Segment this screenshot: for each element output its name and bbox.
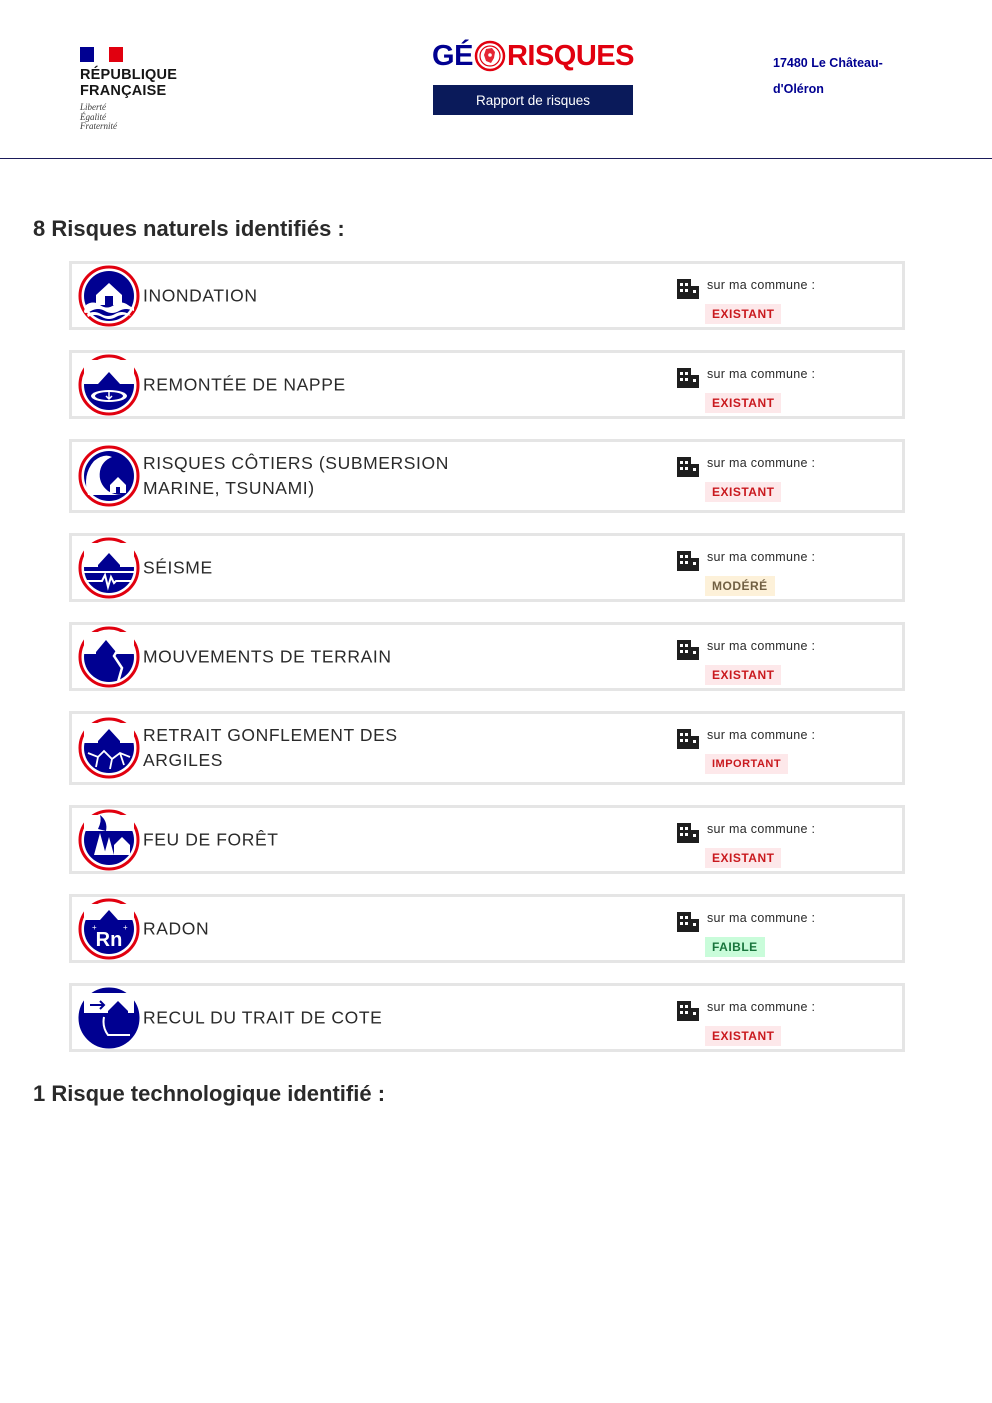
rf-name-line1: RÉPUBLIQUE xyxy=(80,67,178,83)
address-line2: d'Oléron xyxy=(773,82,824,96)
risk-name: INONDATION xyxy=(143,285,258,305)
forest-fire-icon xyxy=(78,809,140,871)
rf-motto xyxy=(80,103,200,132)
building-icon xyxy=(676,638,700,660)
level-badge: EXISTANT xyxy=(705,482,781,502)
rf-name-line2: FRANÇAISE xyxy=(80,83,167,99)
commune-label: sur ma commune : xyxy=(707,1000,816,1014)
risk-card xyxy=(69,533,905,602)
rf-name xyxy=(80,67,200,99)
level-badge: EXISTANT xyxy=(705,304,781,324)
rf-motto-1: Liberté xyxy=(80,102,106,112)
report-banner: Rapport de risques xyxy=(433,85,633,115)
republique-francaise-logo xyxy=(80,47,200,132)
commune-label: sur ma commune : xyxy=(707,550,816,564)
building-icon xyxy=(676,549,700,571)
georisques-logo xyxy=(433,36,633,76)
radon-icon xyxy=(78,898,140,960)
risk-name: RETRAIT GONFLEMENT DES ARGILES xyxy=(143,725,398,770)
risk-card xyxy=(69,622,905,691)
flag-icon xyxy=(80,47,123,62)
commune-label: sur ma commune : xyxy=(707,278,816,292)
risk-name: RECUL DU TRAIT DE COTE xyxy=(143,1007,383,1027)
page-header xyxy=(0,0,992,159)
building-icon xyxy=(676,821,700,843)
address-line1: 17480 Le Château- xyxy=(773,56,883,70)
risk-name: RADON xyxy=(143,918,210,938)
risk-card xyxy=(69,350,905,419)
earthquake-icon xyxy=(78,537,140,599)
technological-risks-title: 1 Risque technologique identifié : xyxy=(33,1081,386,1106)
landslide-icon xyxy=(78,626,140,688)
level-badge: EXISTANT xyxy=(705,1026,781,1046)
coastal-wave-icon xyxy=(78,445,140,507)
groundwater-icon xyxy=(78,354,140,416)
natural-risks-title: 8 Risques naturels identifiés : xyxy=(33,216,345,241)
risk-name: SÉISME xyxy=(143,557,213,577)
building-icon xyxy=(676,455,700,477)
level-badge: EXISTANT xyxy=(705,665,781,685)
svg-text:+: + xyxy=(92,922,97,932)
level-badge: IMPORTANT xyxy=(705,754,788,774)
building-icon xyxy=(676,277,700,299)
level-badge: EXISTANT xyxy=(705,393,781,413)
risk-card xyxy=(69,439,905,513)
coastline-retreat-icon xyxy=(78,987,140,1049)
commune-label: sur ma commune : xyxy=(707,456,816,470)
svg-text:+: + xyxy=(123,922,128,932)
commune-label: sur ma commune : xyxy=(707,639,816,653)
building-icon xyxy=(676,910,700,932)
rf-motto-2: Égalité xyxy=(80,111,106,122)
risk-name: FEU DE FORÊT xyxy=(143,829,279,849)
risk-card xyxy=(69,894,905,963)
risk-name: MOUVEMENTS DE TERRAIN xyxy=(143,646,392,666)
level-badge: EXISTANT xyxy=(705,848,781,868)
natural-risk-list xyxy=(69,261,905,1072)
risk-name: REMONTÉE DE NAPPE xyxy=(143,374,346,394)
flood-icon xyxy=(78,265,140,327)
commune-label: sur ma commune : xyxy=(707,822,816,836)
france-globe-icon xyxy=(474,40,506,72)
svg-text:Rn: Rn xyxy=(95,928,123,951)
building-icon xyxy=(676,727,700,749)
level-badge: MODÉRÉ xyxy=(705,576,775,596)
risk-card xyxy=(69,805,905,874)
building-icon xyxy=(676,999,700,1021)
risk-card xyxy=(69,711,905,785)
logo-ge: GÉ xyxy=(432,39,473,72)
commune-label: sur ma commune : xyxy=(707,911,816,925)
risk-card xyxy=(69,261,905,330)
rf-motto-3: Fraternité xyxy=(80,121,117,131)
address xyxy=(773,50,923,102)
building-icon xyxy=(676,366,700,388)
commune-label: sur ma commune : xyxy=(707,367,816,381)
logo-risques: RISQUES xyxy=(506,39,634,72)
risk-name: RISQUES CÔTIERS (SUBMERSION MARINE, TSUNAMI) xyxy=(143,453,449,498)
commune-label: sur ma commune : xyxy=(707,728,816,742)
risk-card xyxy=(69,983,905,1052)
clay-shrink-icon xyxy=(78,717,140,779)
level-badge: FAIBLE xyxy=(705,937,765,957)
